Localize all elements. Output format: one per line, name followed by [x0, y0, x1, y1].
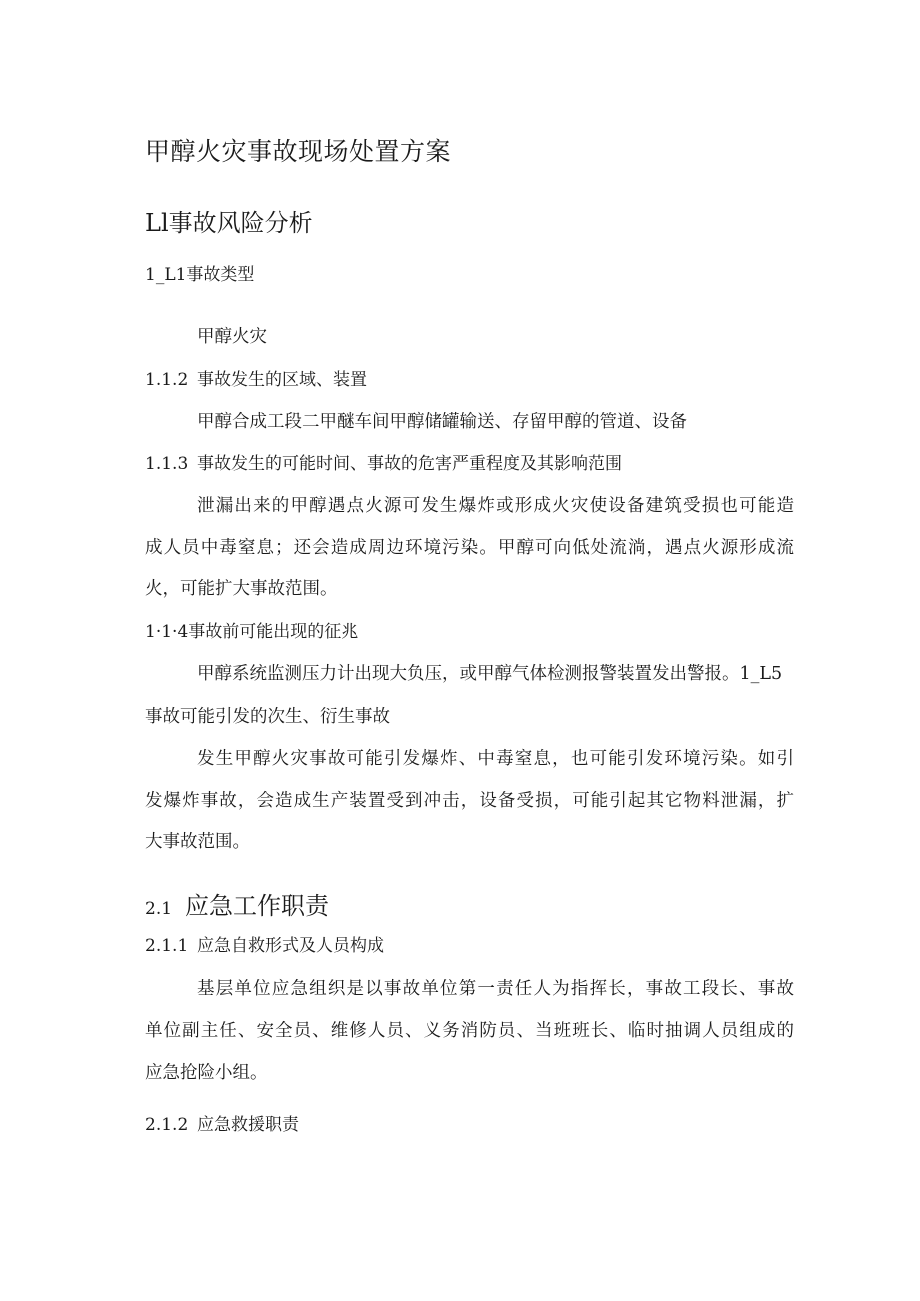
section-2-1-1-body-line-3: 应急抢险小组。: [145, 1063, 268, 1083]
section-2-1-1-body-line-2: 单位副主任、安全员、维修人员、义务消防员、当班班长、临时抽调人员组成的: [145, 1021, 794, 1041]
document-title: 甲醇火灾事故现场处置方案: [145, 137, 452, 166]
section-number: 1.1.3: [145, 454, 189, 474]
section-1-1-1-body: 甲醇火灾: [197, 327, 267, 347]
section-2-1-1-body-line-1: 基层单位应急组织是以事故单位第一责任人为指挥长，事故工段长、事故: [197, 979, 794, 999]
section-1-1-5-body-line-1: 发生甲醇火灾事故可能引发爆炸、中毒窒息，也可能引发环境污染。如引: [197, 749, 794, 769]
section-1-1-1-heading: 1_L1事故类型: [145, 265, 255, 285]
section-1-1-2-heading: [145, 372, 367, 389]
section-1-1-5-body-line-3: 大事故范围。: [145, 832, 250, 852]
section-number: 2.1: [145, 899, 173, 919]
section-1-1-5-body-line-2: 发爆炸事故，会造成生产装置受到冲击，设备受损，可能引起其它物料泄漏，扩: [145, 791, 794, 811]
section-title: 事故发生的可能时间、事故的危害严重程度及其影响范围: [197, 454, 622, 474]
section-1-1-3-body-line-2: 成人员中毒窒息；还会造成周边环境污染。甲醇可向低处流淌，遇点火源形成流: [145, 538, 794, 558]
section-title: 事故发生的区域、装置: [197, 370, 367, 390]
section-1-1-3-heading: [145, 456, 622, 473]
section-1-1-4-body: 甲醇系统监测压力计出现大负压，或甲醇气体检测报警装置发出警报。1_L5: [197, 664, 783, 684]
section-1-1-2-body: 甲醇合成工段二甲醚车间甲醇储罐输送、存留甲醇的管道、设备: [197, 412, 687, 432]
section-1-1-3-body-line-1: 泄漏出来的甲醇遇点火源可发生爆炸或形成火灾使设备建筑受损也可能造: [197, 496, 794, 516]
section-2-1-heading: [145, 894, 329, 918]
section-1-1-heading: Ll事故风险分析: [145, 209, 313, 237]
section-title: 应急救援职责: [197, 1115, 299, 1135]
section-1-1-5-heading: 事故可能引发的次生、衍生事故: [145, 707, 390, 727]
section-title: 应急自救形式及人员构成: [197, 936, 384, 956]
section-2-1-1-heading: [145, 938, 384, 955]
section-2-1-2-heading: [145, 1117, 299, 1134]
section-number: 2.1.2: [145, 1115, 189, 1135]
section-number: 1.1.2: [145, 370, 189, 390]
section-1-1-3-body-line-3: 火，可能扩大事故范围。: [145, 579, 338, 599]
section-1-1-4-heading: 1·1·4事故前可能出现的征兆: [145, 622, 359, 642]
section-title: 应急工作职责: [185, 892, 329, 920]
section-number: 2.1.1: [145, 936, 189, 956]
